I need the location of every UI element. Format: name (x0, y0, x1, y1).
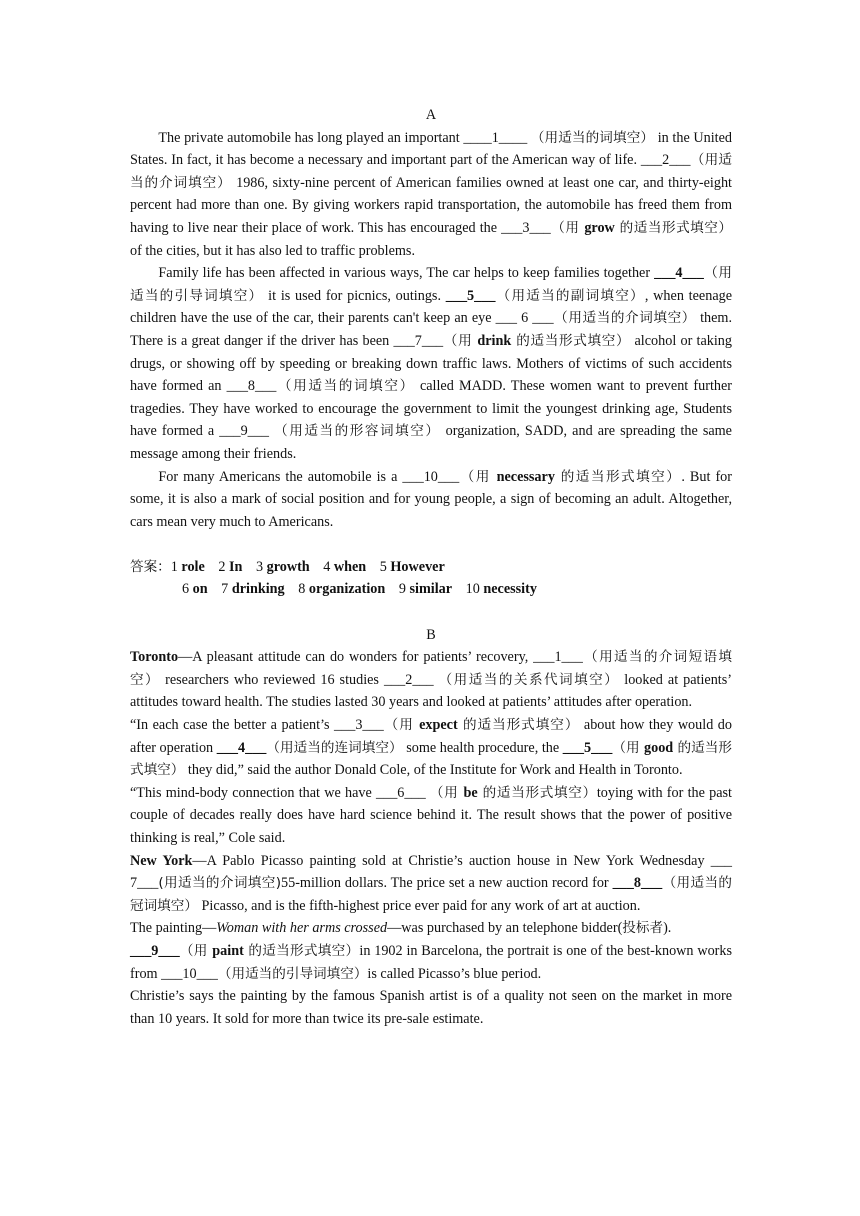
text-run: Picasso, and is the fifth-highest price ever paid for any work of art at auction. (197, 897, 641, 914)
answer-row-2 (130, 578, 732, 601)
answer-number: 3 (255, 558, 264, 575)
section-b-paragraph-3 (130, 782, 732, 850)
answer-item (298, 581, 385, 597)
text-run: Woman with her arms crossed (216, 920, 388, 937)
text-run: 的适当形式填空） (511, 332, 631, 349)
answer-item (218, 559, 242, 575)
answer-word: similar (409, 581, 453, 598)
text-run: ___4___ (216, 739, 267, 756)
answer-items-row-1 (171, 559, 455, 575)
text-run: it is used for picnics, outings. (263, 287, 446, 304)
text-run: ___9___ (130, 942, 180, 959)
answer-number: 2 (218, 558, 226, 575)
section-a-paragraph-2 (130, 262, 732, 465)
text-run: （用 (443, 332, 478, 349)
text-run: （用 (550, 219, 585, 236)
text-run: New York (130, 852, 193, 869)
answer-item (182, 581, 208, 597)
text-run: looked at patients’ attitudes toward health. The studies lasted 30 years and looked at patients’ attitudes after operation. (130, 671, 732, 711)
section-b-paragraph-1 (130, 646, 732, 714)
answer-item (466, 581, 537, 597)
text-run: The private automobile has long played an important ____1____ (158, 129, 531, 146)
text-run: organization, SADD, and are spreading the same message among their friends. (130, 423, 732, 462)
answer-word: drinking (231, 581, 285, 598)
spacer (130, 601, 732, 624)
text-run: good (644, 739, 674, 756)
section-b-heading: B (426, 626, 436, 643)
text-run: “In each case the better a patient’s ___3___ (130, 717, 384, 734)
answer-item (323, 559, 366, 575)
text-run: Family life has been affected in various ways, The car helps to keep families together (158, 265, 655, 282)
text-run: expect (419, 717, 458, 734)
text-run: about how they would do after operation (130, 717, 732, 756)
text-run: （用适当的介词填空） (130, 152, 733, 191)
answer-item (221, 581, 284, 597)
text-run: they did,” said the author Donald Cole, of the Institute for Work and Health in Toronto. (184, 762, 683, 779)
answer-word: In (228, 558, 243, 575)
text-run: （用适当的引导词填空） (217, 965, 368, 982)
text-run: grow (584, 219, 615, 236)
text-run: 的适当形式填空） (554, 468, 682, 485)
answer-key (130, 556, 732, 601)
answer-word: on (192, 581, 208, 598)
answer-number: 5 (379, 558, 387, 575)
text-run: 55-million dollars. The price set a new auction record for (281, 875, 613, 892)
text-run: —A pleasant attitude can do wonders for patients’ recovery, ___1___ (178, 649, 583, 666)
document-page (130, 104, 732, 1030)
text-run: , when teenage children have the use of the car, their parents can't keep an eye ___ 6 ___ (130, 287, 733, 327)
text-run: paint (212, 942, 244, 959)
section-b-paragraph-5 (130, 917, 732, 940)
section-b-paragraph-2 (130, 714, 732, 782)
text-run: 的适当形式填空） (243, 942, 360, 959)
answer-label: 答案： (130, 558, 171, 575)
answer-word: necessity (483, 581, 537, 598)
text-run: —A Pablo Picasso painting sold at Christie’s auction house in New York Wednesday ___ 7___ (130, 852, 733, 892)
text-run: （用 (459, 468, 497, 485)
text-run: (用适当的介词填空) (158, 875, 282, 892)
text-run: alcohol or taking drugs, or showing off by speeding or breaking down traffic laws. Mothers of victims of such accidents have formed an ___8___ (130, 332, 732, 395)
text-run: 的适当形式填空） (130, 739, 732, 779)
answer-number: 9 (398, 581, 406, 598)
answer-word: when (333, 558, 367, 575)
text-run: them. There is a great danger if the driver has been ___7___ (130, 310, 732, 349)
text-run: called MADD. These women want to prevent further tragedies. They have worked to encourage the government to limit the youngest drinking age, Students have formed a ___9___ (130, 378, 732, 440)
answer-number: 8 (298, 581, 306, 598)
text-run: ___5___ (562, 739, 613, 756)
answer-number: 6 (182, 581, 190, 598)
text-run: necessary (496, 468, 555, 485)
answer-number: 10 (465, 581, 480, 598)
text-run: researchers who reviewed 16 studies ___2___ (160, 671, 439, 688)
answer-item (380, 559, 445, 575)
text-run: （用 (179, 942, 213, 959)
text-run: . But for some, it is also a mark of social position and for young people, a sign of becoming an adult. Altogether, cars mean very much to Americans. (130, 468, 732, 530)
section-b-paragraph-6 (130, 940, 732, 985)
answer-row-1 (130, 556, 732, 579)
answer-word: role (181, 558, 205, 575)
text-run: ___5___ (445, 287, 496, 304)
text-run: （用适当的介词填空） (553, 310, 696, 327)
text-run: （用 (429, 784, 464, 801)
text-run: “This mind-body connection that we have ___6___ (130, 784, 430, 801)
section-a-heading: A (425, 107, 437, 123)
answer-number: 7 (221, 581, 229, 598)
text-run: （用适当的词填空） (530, 129, 655, 146)
section-a-paragraph-3 (130, 466, 732, 534)
text-run: ___8___ (612, 875, 663, 892)
text-run: 1986, sixty-nine percent of American families owned at least one car, and thirty-eight percent had more than one. By giving workers rapid transportation, the automobile has freed them from having to live near their place of work. This has encouraged the ___3___ (130, 174, 733, 236)
text-run: ). (663, 920, 672, 937)
text-run: in the United States. In fact, it has become a necessary and important part of the American way of life. ___2___ (130, 129, 732, 169)
text-run: （用 (612, 739, 645, 756)
text-run: Christie’s says the painting by the famous Spanish artist is of a quality not seen on the market in more than 10 years. It sold for more than twice its pre-sale estimate. (130, 988, 732, 1027)
text-run: （用适当的连词填空） (266, 739, 403, 756)
answer-word: growth (266, 558, 310, 575)
text-run: 的适当形式填空） (457, 717, 580, 734)
text-run: 的适当形式填空） (477, 784, 597, 801)
text-run: ___4___ (654, 265, 704, 282)
text-run: some health procedure, the (402, 739, 563, 756)
text-run: （用适当的冠词填空） (130, 875, 733, 914)
answer-item (171, 559, 205, 575)
text-run: 的适当形式填空） (614, 219, 732, 236)
text-run: toying with for the past couple of decades really does have hard science behind it. The result shows that the power of positive thinking is real,” Cole said. (130, 784, 732, 846)
text-run: 投标者 (622, 920, 664, 937)
text-run: drink (477, 332, 512, 349)
text-run: in 1902 in Barcelona, the portrait is one of the best-known works from ___10___ (130, 942, 733, 982)
text-run: be (463, 784, 478, 801)
answer-item (256, 559, 310, 575)
section-b-paragraph-4 (130, 850, 732, 918)
text-run: （用适当的关系代词填空） (438, 671, 620, 688)
text-run: is called Picasso’s blue period. (367, 965, 542, 982)
answer-word: organization (308, 581, 386, 598)
answer-word: However (390, 558, 445, 575)
answer-item (399, 581, 452, 597)
text-run: （用适当的词填空） (276, 378, 415, 395)
text-run: （用适当的引导词填空） (130, 265, 732, 304)
text-run: （用 (383, 717, 420, 734)
text-run: For many Americans the automobile is a ___10___ (158, 468, 460, 485)
answer-number: 4 (323, 558, 331, 575)
text-run: （用适当的副词填空） (495, 287, 645, 304)
text-run: of the cities, but it has also led to traffic problems. (130, 242, 415, 259)
text-run: Toronto (130, 649, 179, 666)
text-run: The painting— (130, 920, 217, 937)
spacer (130, 533, 732, 556)
section-b-paragraph-7 (130, 985, 732, 1030)
section-a-paragraph-1 (130, 127, 732, 263)
text-run: —was purchased by an telephone bidder( (387, 920, 623, 937)
answer-number: 1 (170, 558, 178, 575)
text-run: （用适当的形容词填空） (274, 423, 441, 440)
text-run: （用适当的介词短语填空） (130, 649, 733, 688)
